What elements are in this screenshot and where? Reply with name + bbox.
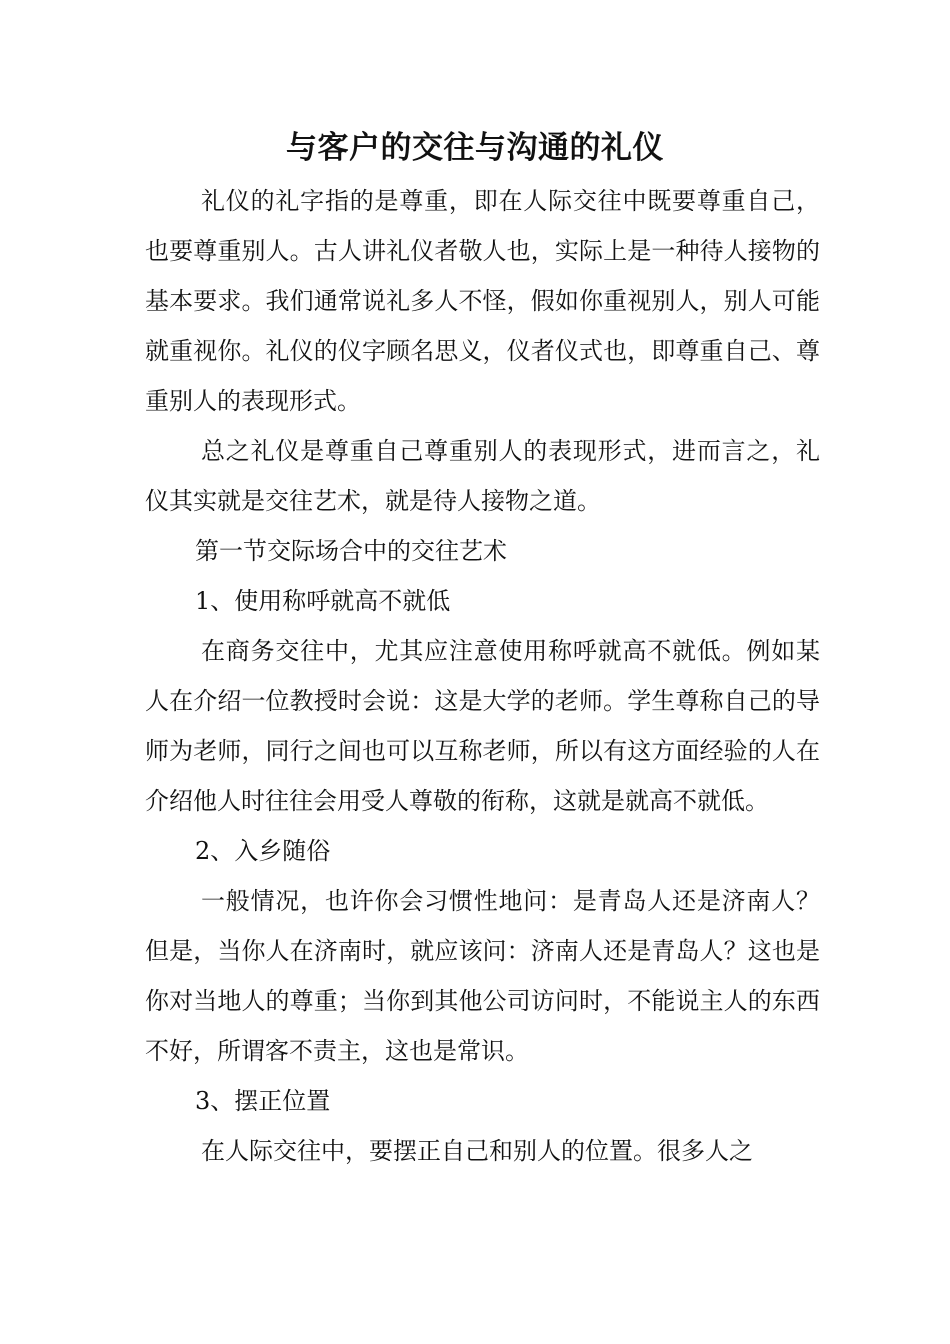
subheading-1: 1、使用称呼就高不就低	[195, 587, 451, 615]
paragraph-addressing: 在商务交往中，尤其应注意使用称呼就高不就低。例如某人在介绍一位教授时会说：这是大学的老师。学生尊称自己的导师为老师，同行之间也可以互称老师，所以有这方面经验的人在介绍他人时往往会用受人尊敬的衔称，这就是就高不就低。	[145, 637, 820, 815]
document-title: 与客户的交往与沟通的礼仪	[286, 130, 664, 166]
document-body	[145, 176, 820, 1176]
paragraph-position: 在人际交往中，要摆正自己和别人的位置。很多人之	[201, 1137, 753, 1165]
paragraph-local-customs: 一般情况，也许你会习惯性地问：是青岛人还是济南人？但是，当你人在济南时，就应该问：济南人还是青岛人？这也是你对当地人的尊重；当你到其他公司访问时，不能说主人的东西不好，所谓客不责主，这也是常识。	[145, 887, 820, 1065]
paragraph-etiquette-summary: 总之礼仪是尊重自己尊重别人的表现形式，进而言之，礼仪其实就是交往艺术，就是待人接物之道。	[145, 437, 820, 515]
subheading-3: 3、摆正位置	[195, 1087, 331, 1115]
section-heading: 第一节交际场合中的交往艺术	[195, 537, 507, 565]
paragraph-etiquette-definition: 礼仪的礼字指的是尊重，即在人际交往中既要尊重自己，也要尊重别人。古人讲礼仪者敬人也，实际上是一种待人接物的基本要求。我们通常说礼多人不怪，假如你重视别人，别人可能就重视你。礼仪的仪字顾名思义，仪者仪式也，即尊重自己、尊重别人的表现形式。	[145, 187, 820, 415]
subheading-2: 2、入乡随俗	[195, 837, 331, 865]
